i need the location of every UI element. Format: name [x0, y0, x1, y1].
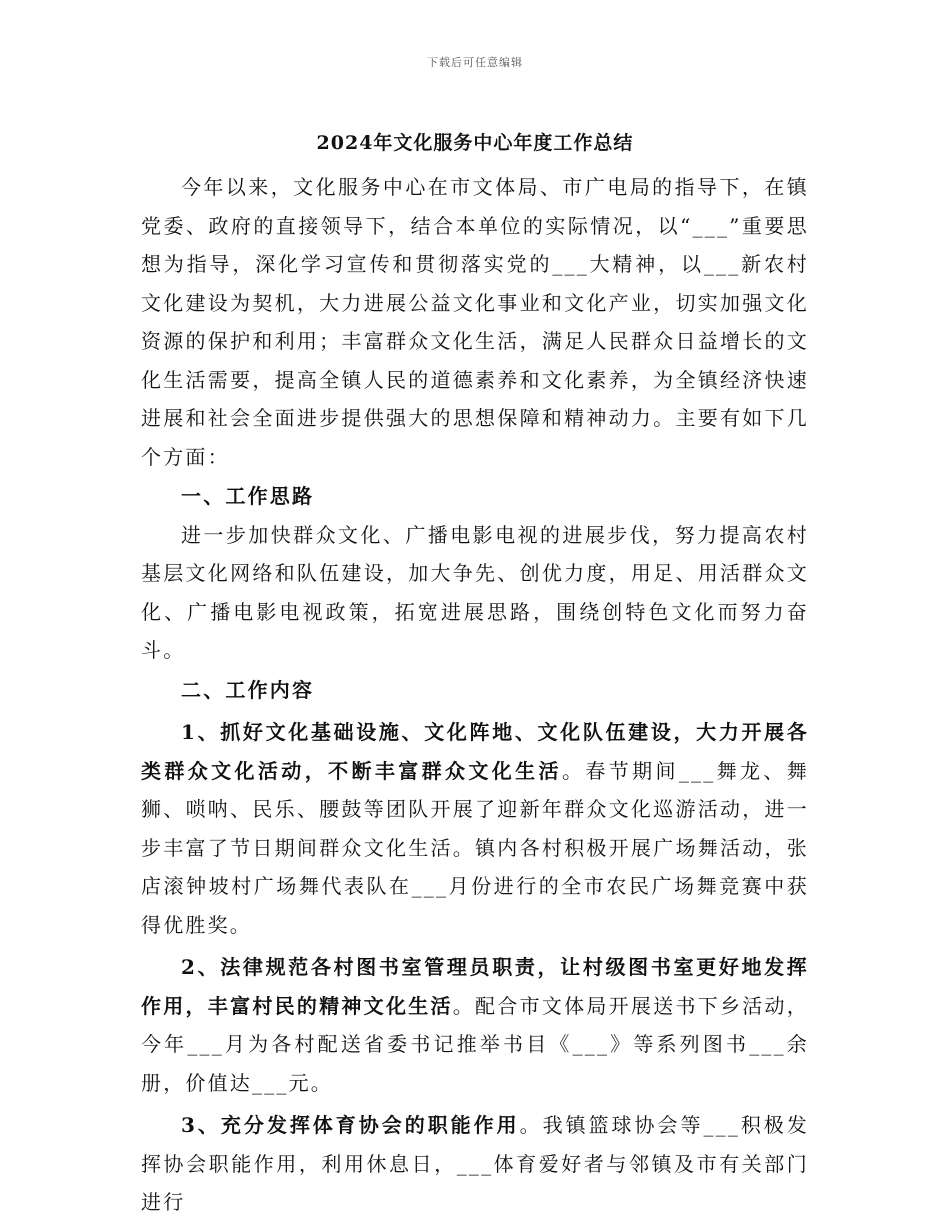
intro-paragraph: 今年以来，文化服务中心在市文体局、市广电局的指导下，在镇党委、政府的直接领导下，结合本单位的实际情况，以“___”重要思想为指导，深化学习宣传和贯彻落实党的___大精神，以___新农村文化建设为契机，大力进展公益文化事业和文化产业，切实加强文化资源的保护和利用；丰富群众文化生活，满足人民群众日益增长的文化生活需要，提高全镇人民的道德素养和文化素养，为全镇经济快速进展和社会全面进步提供强大的思想保障和精神动力。主要有如下几个方面： — [141, 175, 809, 469]
work-item-3-body: 。我镇篮球协会等___积极发挥协会职能作用，利用休息日，___体育爱好者与邻镇及市有关部门进行 — [141, 1113, 809, 1214]
work-item-3-lead: 3、充分发挥体育协会的职能作用 — [181, 1113, 520, 1137]
work-item-3 — [141, 1106, 809, 1222]
work-item-2 — [141, 948, 809, 1102]
document-body — [141, 168, 809, 1222]
work-item-1-body: 。春节期间___舞龙、舞狮、唢呐、民乐、腰鼓等团队开展了迎新年群众文化巡游活动，进一步丰富了节日期间群众文化生活。镇内各村积极开展广场舞活动，张店滚钟坡村广场舞代表队在___月份进行的全市农民广场舞竞赛中获得优胜奖。 — [141, 758, 809, 937]
work-item-1 — [141, 713, 809, 944]
section-heading-work-approach: 一、工作思路 — [181, 484, 315, 508]
work-item-2-lead: 2、法律规范各村图书室管理员职责，让村级图书室更好地发挥作用，丰富村民的精神文化生活 — [141, 955, 809, 1018]
header-note: 下载后可任意编辑 — [427, 56, 523, 69]
document-title: 2024年文化服务中心年度工作总结 — [316, 132, 634, 154]
section-heading-work-content: 二、工作内容 — [181, 677, 315, 702]
work-approach-paragraph: 进一步加快群众文化、广播电影电视的进展步伐，努力提高农村基层文化网络和队伍建设，加大争先、创优力度，用足、用活群众文化、广播电影电视政策，拓宽进展思路，围绕创特色文化而努力奋斗。 — [141, 522, 809, 662]
work-item-1-lead: 1、抓好文化基础设施、文化阵地、文化队伍建设，大力开展各类群众文化活动，不断丰富群众文化生活 — [141, 720, 809, 783]
work-item-2-body: 。配合市文体局开展送书下乡活动，今年___月为各村配送省委书记推举书目《___》等系列图书___余册，价值达___元。 — [141, 993, 809, 1095]
